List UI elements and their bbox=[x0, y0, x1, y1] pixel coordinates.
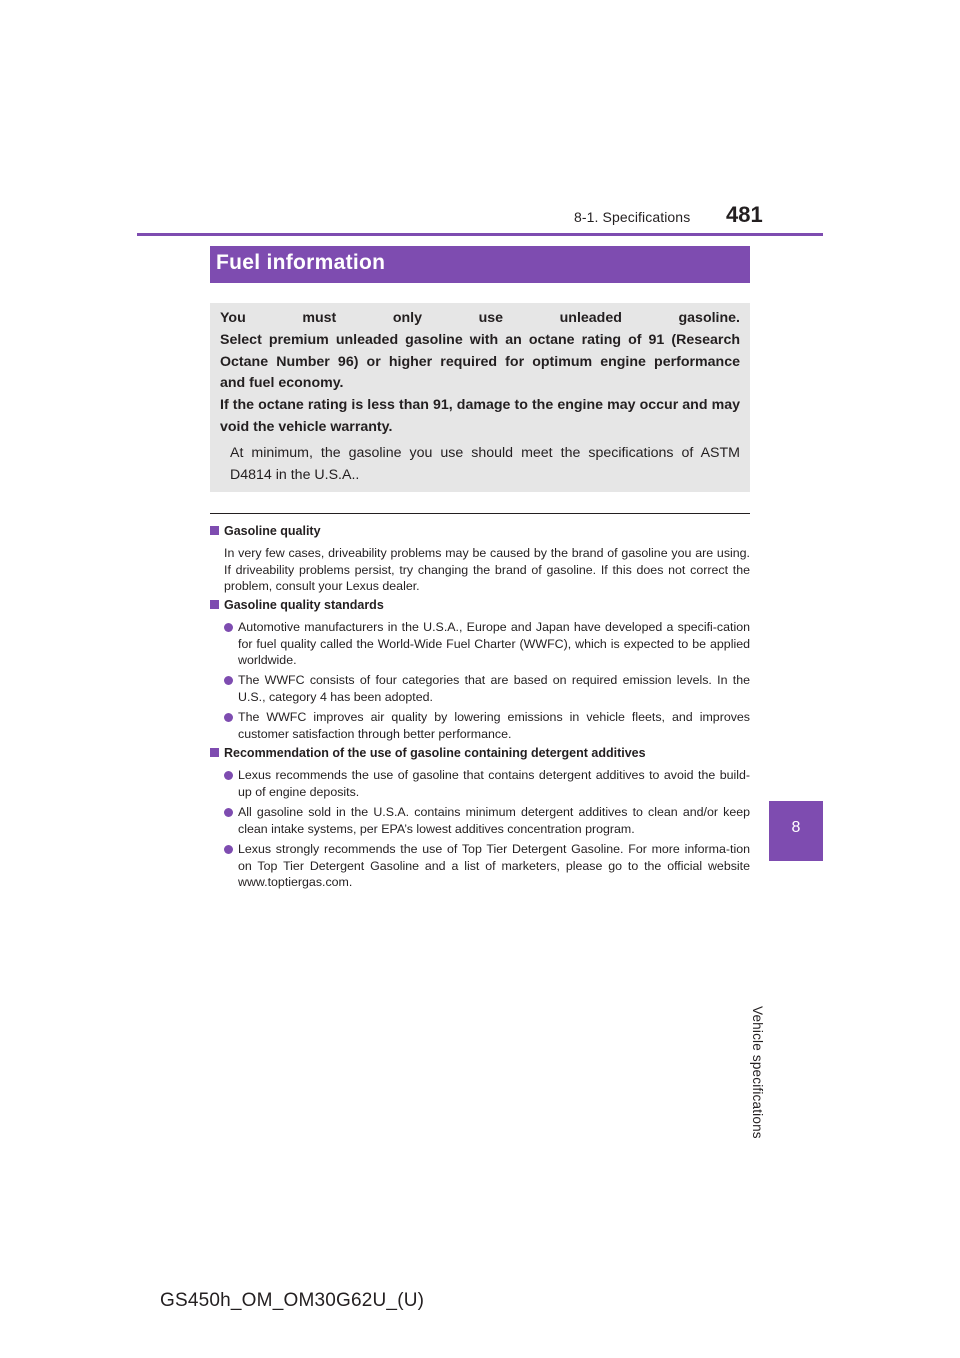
manual-code: GS450h_OM_OM30G62U_(U) bbox=[160, 1290, 425, 1311]
info-line: Select premium unleaded gasoline with an octane rating of 91 (Research bbox=[220, 331, 740, 348]
section-heading bbox=[210, 598, 384, 612]
page-title: Fuel information bbox=[216, 251, 386, 274]
header-rule bbox=[137, 233, 823, 236]
chapter-label: Vehicle specifications bbox=[750, 1006, 765, 1139]
circle-bullet-icon bbox=[224, 713, 233, 722]
list-item bbox=[224, 619, 750, 669]
info-line: and fuel economy. bbox=[220, 375, 344, 392]
list-item-text: Automotive manufacturers in the U.S.A., Europe and Japan have developed a specifi-cation for fuel quality called the World-Wide Fuel Charter (WWFC), which is expected to be applied worldwide. bbox=[238, 620, 750, 667]
list-item-text: Lexus recommends the use of gasoline that contains detergent additives to avoid the build-up of engine deposits. bbox=[238, 768, 750, 799]
list-item-text: All gasoline sold in the U.S.A. contains minimum detergent additives to clean and/or keep clean intake systems, per EPA’s lowest additives concentration program. bbox=[238, 805, 750, 836]
content-divider bbox=[210, 513, 750, 514]
info-note: At minimum, the gasoline you use should meet the specifications of ASTM D4814 in the U.S.A.. bbox=[230, 445, 740, 483]
list-item bbox=[224, 767, 750, 800]
list-item bbox=[224, 709, 750, 742]
section-heading bbox=[210, 524, 321, 538]
info-line: If the octane rating is less than 91, damage to the engine may occur and may bbox=[220, 397, 740, 414]
section-heading-text: Gasoline quality standards bbox=[224, 598, 384, 612]
circle-bullet-icon bbox=[224, 808, 233, 817]
circle-bullet-icon bbox=[224, 676, 233, 685]
section-paragraph: In very few cases, driveability problems may be caused by the brand of gasoline you are using. If driveability problems persist, try changing the brand of gasoline. If this does not correct the problem, consult your Lexus dealer. bbox=[224, 546, 750, 593]
list-item bbox=[224, 804, 750, 837]
circle-bullet-icon bbox=[224, 845, 233, 854]
info-box bbox=[210, 303, 750, 492]
chapter-number: 8 bbox=[791, 819, 801, 836]
chapter-tab bbox=[769, 801, 823, 861]
square-bullet-icon bbox=[210, 600, 219, 609]
title-bar bbox=[210, 246, 750, 283]
info-line: Octane Number 96) or higher required for optimum engine performance bbox=[220, 353, 740, 370]
section-heading-text: Recommendation of the use of gasoline containing detergent additives bbox=[224, 746, 646, 760]
list-item-text: The WWFC improves air quality by lowering emissions in vehicle fleets, and improves customer satisfaction through better performance. bbox=[238, 710, 750, 741]
circle-bullet-icon bbox=[224, 623, 233, 632]
list-item-text: The WWFC consists of four categories that are based on required emission levels. In the U.S., category 4 has been adopted. bbox=[238, 673, 750, 704]
square-bullet-icon bbox=[210, 526, 219, 535]
info-line: void the vehicle warranty. bbox=[220, 419, 393, 435]
square-bullet-icon bbox=[210, 748, 219, 757]
circle-bullet-icon bbox=[224, 771, 233, 780]
list-item-text: Lexus strongly recommends the use of Top Tier Detergent Gasoline. For more informa-tion on Top Tier Detergent Gasoline and a list of marketers, please go to the official website www.toptiergas.com. bbox=[238, 842, 750, 889]
section-reference: 8-1. Specifications bbox=[574, 209, 691, 225]
list-item bbox=[224, 841, 750, 891]
list-item bbox=[224, 672, 750, 705]
info-line: You must only use unleaded gasoline. bbox=[220, 310, 740, 326]
page-number: 481 bbox=[726, 202, 763, 227]
section-heading bbox=[210, 746, 646, 760]
section-heading-text: Gasoline quality bbox=[224, 524, 321, 538]
